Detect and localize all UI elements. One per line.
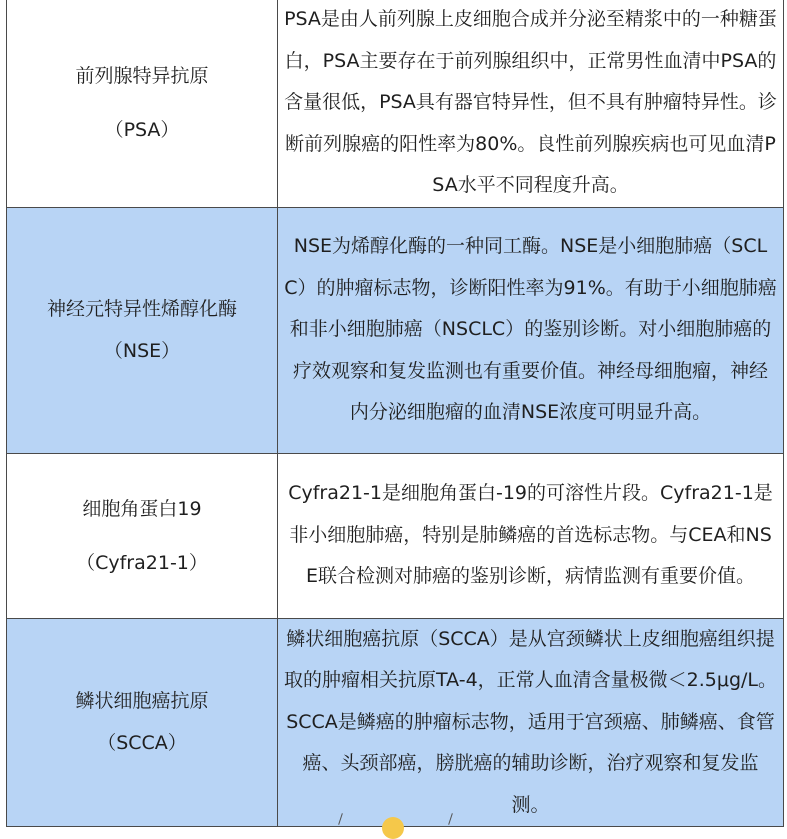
marker-name-cell [7,0,278,207]
divider-slash-left [338,813,343,825]
marker-name-cell [7,207,278,453]
marker-name: 细胞角蛋白19 [82,497,202,520]
marker-name-cell [7,618,278,827]
decorative-dot-icon [382,817,404,839]
marker-abbreviation: （SCCA） [97,732,187,755]
marker-description: PSA是由人前列腺上皮细胞合成并分泌至精浆中的一种糖蛋白，PSA主要存在于前列腺组织中，正常男性血清中PSA的含量很低，PSA具有器官特异性，但不具有肿瘤特异性。诊断前列腺癌的阳性率为80%。良性前列腺疾病也可见血清PSA水平不同程度升高。 [284,8,777,196]
table-row [7,207,784,453]
footer-decoration [0,812,787,825]
tumor-marker-table [6,0,784,827]
marker-description: 鳞状细胞癌抗原（SCCA）是从宫颈鳞状上皮细胞癌组织提取的肿瘤相关抗原TA-4，正常人血清含量极微＜2.5μg/L。SCCA是鳞癌的肿瘤标志物，适用于宫颈癌、肺鳞癌、食管癌、头颈部癌，膀胱癌的辅助诊断，治疗观察和复发监测。 [284,627,778,816]
table-row [7,618,784,827]
marker-abbreviation: （PSA） [104,118,180,141]
marker-name: 神经元特异性烯醇化酶 [46,298,237,320]
table-row [7,0,784,207]
divider-slash-right [448,813,453,825]
marker-abbreviation: （Cyfra21-1） [76,551,208,574]
marker-name: 前列腺特异抗原 [75,64,209,87]
marker-name: 鳞状细胞癌抗原 [75,690,209,713]
marker-description-cell [278,453,784,618]
marker-description-cell [278,0,784,207]
marker-name-cell [7,453,278,618]
table-row [7,453,784,618]
marker-description-cell [278,207,784,453]
marker-description: Cyfra21-1是细胞角蛋白-19的可溶性片段。Cyfra21-1是非小细胞肺癌，特别是肺鳞癌的首选标志物。与CEA和NSE联合检测对肺癌的鉴别诊断，病情监测有重要价值。 [288,482,773,588]
marker-abbreviation: （NSE） [103,340,181,362]
marker-description-cell [278,618,784,827]
marker-description: NSE为烯醇化酶的一种同工酶。NSE是小细胞肺癌（SCLC）的肿瘤标志物，诊断阳性率为91%。有助于小细胞肺癌和非小细胞肺癌（NSCLC）的鉴别诊断。对小细胞肺癌的疗效观察和复发监测也有重要价值。神经母细胞瘤，神经内分泌细胞瘤的血清NSE浓度可明显升高。 [284,235,777,424]
